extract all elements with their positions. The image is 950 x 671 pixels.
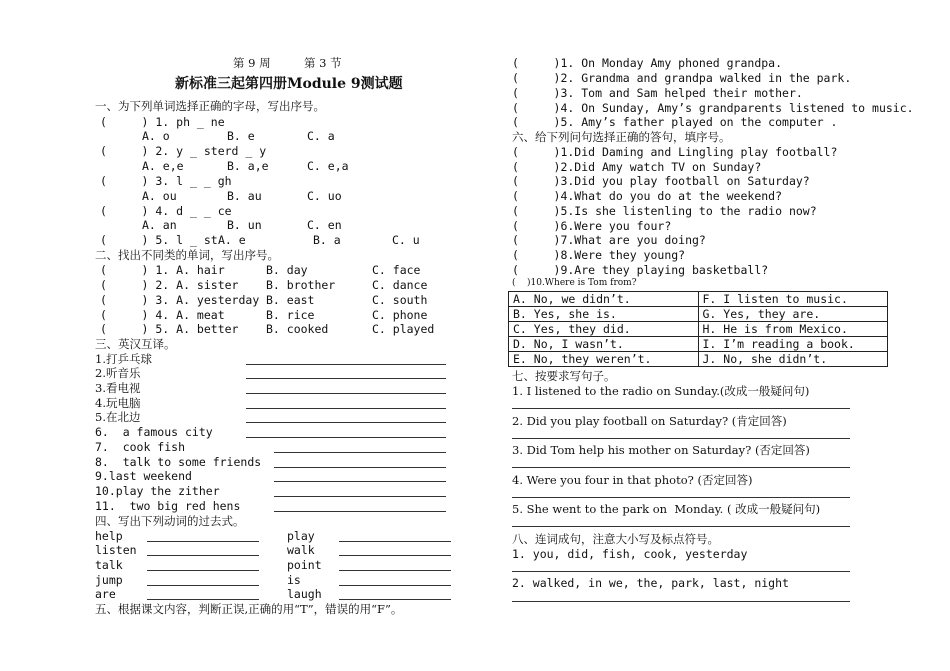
qa-item: ( )7.What are you doing?: [512, 233, 706, 247]
s1-option: A. o: [142, 129, 170, 143]
answer-cell: C. Yes, they did.: [509, 322, 699, 337]
answer-line[interactable]: [274, 481, 446, 482]
verb: walk: [287, 543, 315, 557]
answer-line[interactable]: [512, 408, 850, 409]
answer-line[interactable]: [274, 467, 446, 468]
answer-line[interactable]: [246, 364, 446, 365]
qa-item: ( )1.Did Daming and Lingling play football?: [512, 145, 838, 159]
answer-line[interactable]: [512, 601, 850, 602]
verb: listen: [95, 543, 137, 557]
lesson-label: 第 3 节: [304, 56, 342, 70]
verb: jump: [95, 573, 123, 587]
answer-cell: D. No, I wasn’t.: [509, 337, 699, 352]
page-title: 新标准三起第四册Module 9测试题: [175, 76, 403, 92]
reorder-item: 1. you, did, fish, cook, yesterday: [512, 547, 748, 561]
verb: help: [95, 529, 123, 543]
tf-item: ( )3. Tom and Sam helped their mother.: [512, 86, 803, 100]
s2-option: C. phone: [372, 308, 428, 322]
table-row: [509, 352, 888, 367]
verb: play: [287, 529, 315, 543]
section2-heading: 二、找出不同类的单词，写出序号。: [95, 248, 279, 262]
answer-line[interactable]: [339, 585, 451, 586]
section8-heading: 八、连词成句，注意大小写及标点符号。: [512, 532, 719, 546]
s1-question: ( ) 1. ph _ ne: [100, 115, 225, 129]
s2-option: C. dance: [372, 278, 428, 292]
table-row: [509, 307, 888, 322]
section5-heading: 五、根据课文内容，判断正误,正确的用“T”，错误的用“F”。: [95, 602, 403, 616]
answer-line[interactable]: [246, 408, 446, 409]
qa-item: ( )4.What do you do at the weekend?: [512, 189, 783, 203]
rewrite-item: 3. Did Tom help his mother on Saturday? (否定回答): [512, 443, 810, 457]
answer-table: [508, 291, 888, 367]
translate-item: 11. two big red hens: [95, 499, 241, 513]
s2-option: B. cooked: [266, 322, 329, 336]
s1-option: A. e: [218, 233, 246, 247]
s1-option: C. e,a: [307, 159, 349, 173]
s2-option: C. south: [372, 293, 428, 307]
translate-item: 9.last weekend: [95, 469, 192, 483]
translate-item: 1.打乒乓球: [95, 352, 152, 366]
translate-item: 7. cook fish: [95, 440, 186, 454]
s1-option: B. e: [227, 129, 255, 143]
section3-heading: 三、英汉互译。: [95, 337, 176, 351]
answer-cell: H. He is from Mexico.: [698, 322, 888, 337]
s2-question: ( ) 4. A. meat: [100, 308, 225, 322]
answer-line[interactable]: [147, 570, 259, 571]
answer-line[interactable]: [339, 541, 451, 542]
s2-option: B. east: [266, 293, 315, 307]
table-row: [509, 322, 888, 337]
tf-item: ( )4. On Sunday, Amy’s grandparents listened to music.: [512, 101, 914, 115]
answer-line[interactable]: [246, 437, 446, 438]
reorder-item: 2. walked, in we, the, park, last, night: [512, 576, 789, 590]
answer-line[interactable]: [147, 585, 259, 586]
answer-line[interactable]: [246, 393, 446, 394]
answer-line[interactable]: [274, 511, 446, 512]
s1-option: B. au: [227, 189, 262, 203]
answer-line[interactable]: [512, 438, 850, 439]
s1-question: ( ) 2. y _ sterd _ y: [100, 144, 267, 158]
s1-option: B. a,e: [227, 159, 269, 173]
answer-line[interactable]: [512, 467, 850, 468]
translate-item: 4.玩电脑: [95, 396, 141, 410]
s1-option: B. un: [227, 218, 262, 232]
answer-line[interactable]: [274, 452, 446, 453]
qa-item: ( )8.Were they young?: [512, 248, 686, 262]
answer-line[interactable]: [339, 570, 451, 571]
rewrite-item: 2. Did you play football on Saturday? (肯定回答): [512, 414, 787, 428]
s2-option: C. face: [372, 263, 421, 277]
translate-item: 2.听音乐: [95, 366, 141, 380]
section1-heading: 一、为下列单词选择正确的字母，写出序号。: [95, 99, 325, 113]
qa-item: ( )5.Is she listenling to the radio now?: [512, 204, 817, 218]
s2-option: B. day: [266, 263, 308, 277]
s2-option: C. played: [372, 322, 435, 336]
table-row: [509, 337, 888, 352]
answer-cell: B. Yes, she is.: [509, 307, 699, 322]
s2-question: ( ) 3. A. yesterday: [100, 293, 260, 307]
verb: point: [287, 558, 322, 572]
week-label: 第 9 周: [233, 56, 271, 70]
tf-item: ( )1. On Monday Amy phoned grandpa.: [512, 56, 783, 70]
answer-line[interactable]: [147, 599, 259, 600]
rewrite-item: 1. I listened to the radio on Sunday.(改成一般疑问句): [512, 384, 810, 398]
answer-line[interactable]: [339, 555, 451, 556]
s1-option: C. a: [307, 129, 335, 143]
verb: is: [287, 573, 301, 587]
s1-option: B. a: [313, 233, 341, 247]
tf-item: ( )5. Amy’s father played on the computer .: [512, 115, 838, 129]
answer-line[interactable]: [147, 555, 259, 556]
s2-option: B. brother: [266, 278, 336, 292]
answer-cell: E. No, they weren’t.: [509, 352, 699, 367]
s1-question: ( ) 3. l _ _ gh: [100, 174, 232, 188]
section7-heading: 七、按要求写句子。: [512, 369, 616, 383]
rewrite-item: 4. Were you four in that photo? (否定回答): [512, 473, 753, 487]
rewrite-item: 5. She went to the park on Monday. ( 改成一般疑问句): [512, 502, 821, 516]
s1-option: C. uo: [307, 189, 342, 203]
answer-cell: A. No, we didn’t.: [509, 292, 699, 307]
answer-cell: F. I listen to music.: [698, 292, 888, 307]
answer-line[interactable]: [246, 378, 446, 379]
answer-line[interactable]: [512, 571, 850, 572]
s1-question: ( ) 5. l _ st: [100, 233, 218, 247]
answer-line[interactable]: [246, 422, 446, 423]
translate-item: 5.在北边: [95, 410, 141, 424]
answer-cell: G. Yes, they are.: [698, 307, 888, 322]
answer-line[interactable]: [274, 496, 446, 497]
tf-item: ( )2. Grandma and grandpa walked in the park.: [512, 71, 852, 85]
s2-question: ( ) 1. A. hair: [100, 263, 225, 277]
table-row: [509, 292, 888, 307]
verb: laugh: [287, 587, 322, 601]
verb: talk: [95, 558, 123, 572]
section6-heading: 六、给下列问句选择正确的答句，填序号。: [512, 130, 731, 144]
answer-line[interactable]: [512, 497, 850, 498]
answer-cell: I. I’m reading a book.: [698, 337, 888, 352]
answer-line[interactable]: [147, 541, 259, 542]
answer-line[interactable]: [339, 599, 451, 600]
qa-item: ( )6.Were you four?: [512, 219, 672, 233]
section4-heading: 四、写出下列动词的过去式。: [95, 514, 245, 528]
s1-option: A. an: [142, 218, 177, 232]
qa-item: ( )2.Did Amy watch TV on Sunday?: [512, 160, 762, 174]
qa-item: ( )9.Are they playing basketball?: [512, 263, 769, 277]
s1-option: A. e,e: [142, 159, 184, 173]
s1-option: C. u: [392, 233, 420, 247]
answer-line[interactable]: [512, 526, 850, 527]
qa-item: ( )3.Did you play football on Saturday?: [512, 174, 810, 188]
answer-cell: J. No, she didn’t.: [698, 352, 888, 367]
s2-question: ( ) 2. A. sister: [100, 278, 239, 292]
s1-option: A. ou: [142, 189, 177, 203]
s1-option: C. en: [307, 218, 342, 232]
translate-item: 3.看电视: [95, 381, 141, 395]
translate-item: 8. talk to some friends: [95, 455, 262, 469]
translate-item: 10.play the zither: [95, 484, 220, 498]
verb: are: [95, 587, 116, 601]
s2-question: ( ) 5. A. better: [100, 322, 239, 336]
s2-option: B. rice: [266, 308, 315, 322]
qa-item: ( )10.Where is Tom from?: [512, 278, 637, 288]
s1-question: ( ) 4. d _ _ ce: [100, 204, 232, 218]
translate-item: 6. a famous city: [95, 425, 213, 439]
